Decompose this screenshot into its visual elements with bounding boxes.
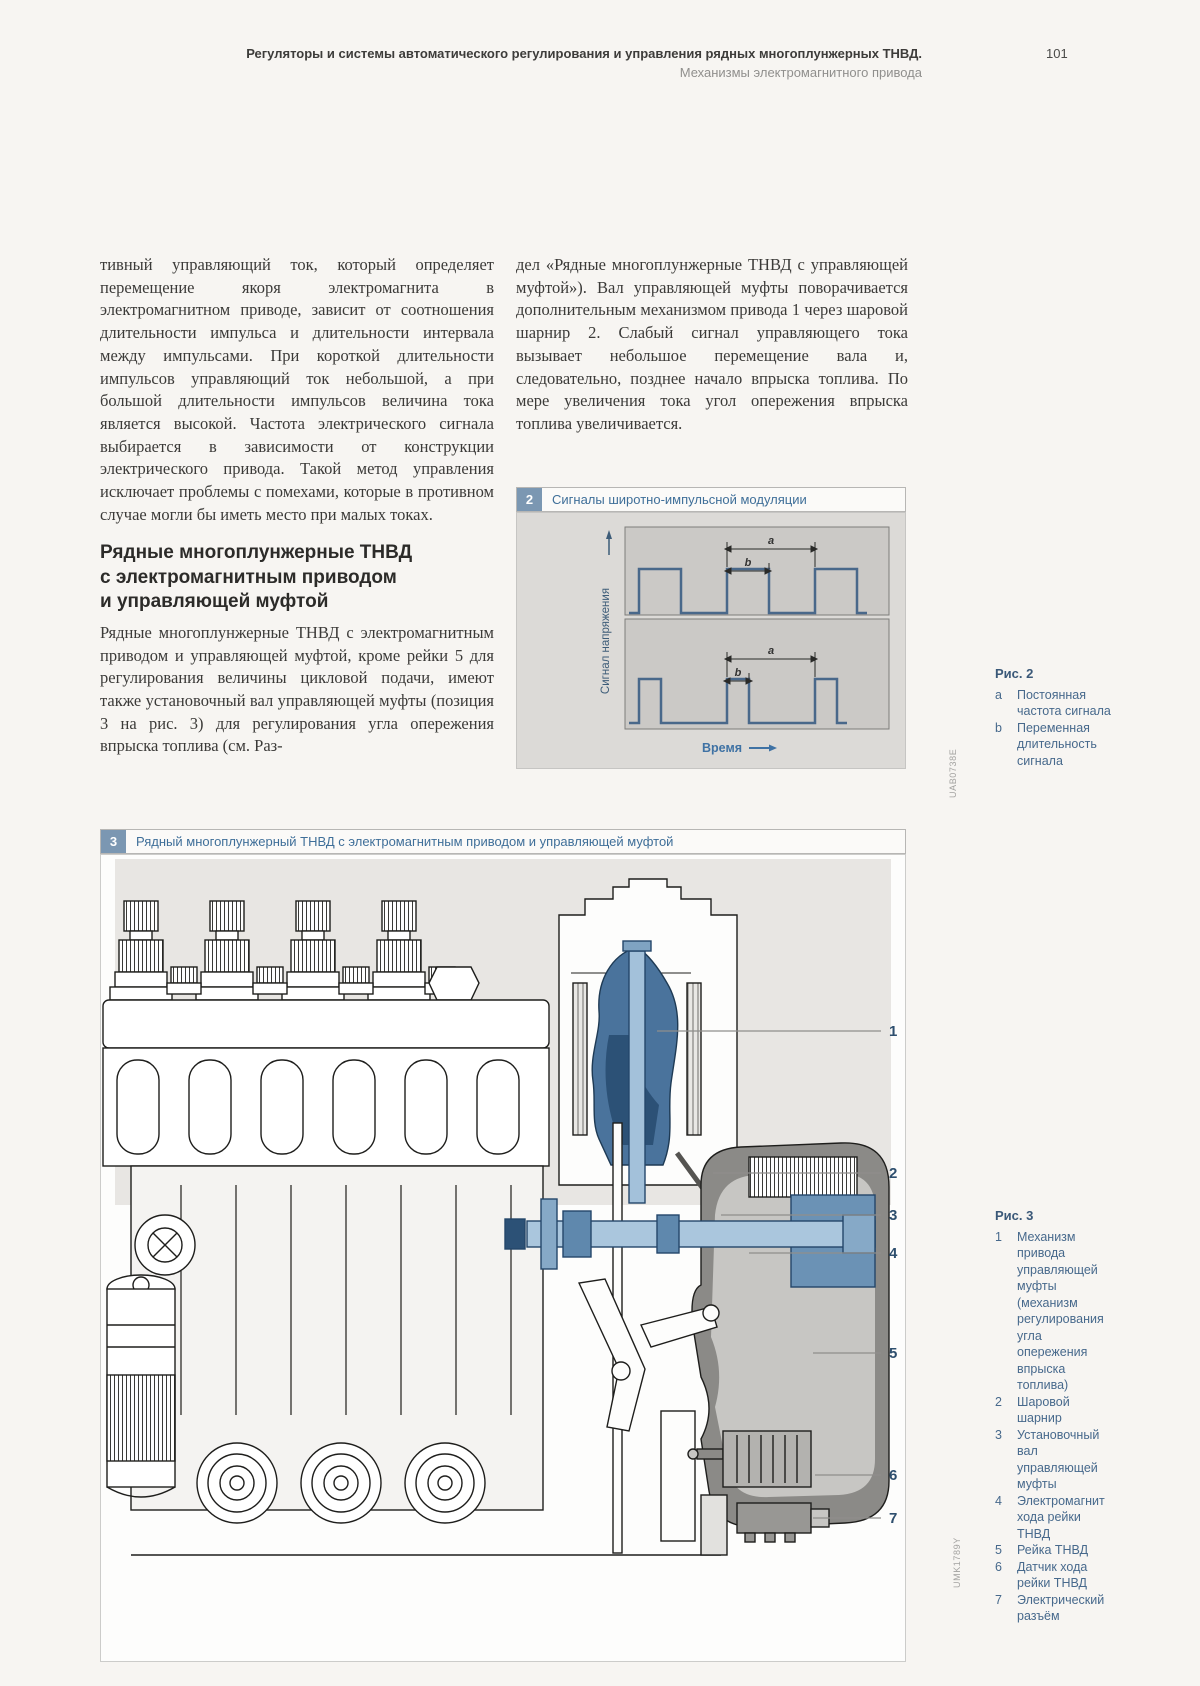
caption-text: Электромагнит хода рейки ТНВД bbox=[1017, 1493, 1105, 1541]
caption-key: 5 bbox=[995, 1543, 1002, 1557]
figure2-diagram bbox=[516, 512, 906, 769]
figure2-caption-title: Рис. 2 bbox=[995, 666, 1034, 681]
caption-item bbox=[995, 1559, 1113, 1592]
callout-5: 5 bbox=[889, 1345, 898, 1362]
caption-text: Механизм привода управляющей муфты (механизм регулирования угла опережения впрыска топлива) bbox=[1017, 1229, 1104, 1392]
caption-key: 7 bbox=[995, 1592, 1002, 1607]
dim-label-a: a bbox=[767, 535, 775, 547]
electrical-connector bbox=[737, 1503, 829, 1542]
callout-1: 1 bbox=[889, 1023, 898, 1040]
caption-text: Постоянная частота сигнала bbox=[1017, 687, 1111, 718]
callout-2: 2 bbox=[889, 1165, 898, 1182]
paragraph: дел «Рядные многоплунжерные ТНВД с управляющей муфтой»). Вал управляющей муфты поворачивается дополнительным механизмом привода 1 через шаровой шарнир 2. Слабый сигнал управляющего тока вызывает небольшое перемещение вала и, следовательно, позднее начало впрыска топлива. По мере увеличения тока угол опережения впрыска топлива увеличивается. bbox=[516, 255, 908, 433]
caption-key: b bbox=[995, 720, 1002, 735]
figure3-drawing bbox=[100, 854, 906, 1662]
caption-text: Рейка ТНВД bbox=[1017, 1543, 1089, 1557]
svg-text:Сигнал напряжения: Сигнал напряжения bbox=[600, 587, 612, 695]
caption-item bbox=[995, 1394, 1113, 1427]
callout-6: 6 bbox=[889, 1467, 898, 1484]
running-head-subtitle: Механизмы электромагнитного привода bbox=[679, 65, 922, 80]
caption-text: Электрический разъём bbox=[1017, 1592, 1105, 1623]
caption-item bbox=[995, 687, 1113, 720]
callout-7: 7 bbox=[889, 1510, 898, 1527]
linkage-arm bbox=[579, 1279, 645, 1431]
figure3-title: Рядный многоплунжерный ТНВД с электромагнитным приводом и управляющей муфтой bbox=[136, 834, 674, 849]
section-heading bbox=[100, 541, 494, 615]
x-axis-label bbox=[702, 741, 777, 755]
caption-item bbox=[995, 1427, 1113, 1493]
figure3-code: UMK1789Y bbox=[952, 1537, 962, 1588]
right-column bbox=[516, 254, 908, 436]
side-ports bbox=[197, 1443, 485, 1523]
caption-item bbox=[995, 1542, 1113, 1559]
caption-key: a bbox=[995, 687, 1002, 702]
pump-gallery bbox=[103, 1000, 549, 1048]
fuel-filter bbox=[107, 1275, 175, 1497]
caption-item bbox=[995, 1493, 1113, 1543]
pwm-waveform-plot bbox=[517, 513, 905, 768]
dim-label-b: b bbox=[734, 667, 742, 679]
figure2-header bbox=[516, 487, 906, 512]
dim-label-a: a bbox=[767, 645, 775, 657]
figure2-number-badge: 2 bbox=[517, 488, 542, 511]
figure3-caption-title: Рис. 3 bbox=[995, 1208, 1034, 1223]
caption-item bbox=[995, 720, 1113, 770]
caption-key: 4 bbox=[995, 1493, 1002, 1508]
svg-text:Время: Время bbox=[702, 741, 742, 755]
caption-text: Датчик хода рейки ТНВД bbox=[1017, 1559, 1088, 1590]
caption-text: Шаровой шарнир bbox=[1017, 1394, 1070, 1425]
drive-shaft-vertical bbox=[629, 951, 645, 1203]
caption-text: Переменная длительность сигнала bbox=[1017, 720, 1097, 768]
page-number: 101 bbox=[1046, 46, 1068, 61]
left-column bbox=[100, 254, 494, 758]
caption-text: Установочный вал управляющей муфты bbox=[1017, 1427, 1100, 1491]
callout-4: 4 bbox=[889, 1245, 898, 1262]
caption-key: 3 bbox=[995, 1427, 1002, 1442]
hex-union bbox=[429, 967, 479, 1000]
callout-3: 3 bbox=[889, 1207, 898, 1224]
figure2-code: UAB0738E bbox=[948, 748, 958, 798]
figure3-header bbox=[100, 829, 906, 854]
caption-key: 2 bbox=[995, 1394, 1002, 1409]
caption-item bbox=[995, 1592, 1113, 1625]
section-heading-line: с электромагнитным приводом bbox=[100, 566, 397, 588]
caption-item bbox=[995, 1229, 1113, 1394]
figure2-title: Сигналы широтно-импульсной модуляции bbox=[552, 492, 807, 507]
section-heading-line: и управляющей муфтой bbox=[100, 591, 329, 613]
figure3-number-badge: 3 bbox=[101, 830, 126, 853]
section-heading-line: Рядные многоплунжерные ТНВД bbox=[100, 542, 413, 564]
caption-key: 6 bbox=[995, 1559, 1002, 1574]
return-spring bbox=[749, 1157, 857, 1197]
y-axis-label bbox=[600, 530, 612, 694]
figure3-caption bbox=[995, 1208, 1113, 1625]
figure2-caption bbox=[995, 666, 1113, 769]
pump-cutaway-illustration bbox=[101, 855, 905, 1661]
running-head-title: Регуляторы и системы автоматического регулирования и управления рядных многоплунжерных ТНВД. bbox=[246, 46, 922, 61]
paragraph: Рядные многоплунжерные ТНВД с электромагнитным приводом и управляющей муфтой, кроме рейки 5 для регулирования величины цикловой подачи, имеют также установочный вал управляющей муфты (позиция 3 на рис. 3) для регулирования угла опережения впрыска топлива (см. Раз- bbox=[100, 622, 494, 756]
caption-key: 1 bbox=[995, 1229, 1002, 1244]
dim-label-b: b bbox=[744, 557, 752, 569]
paragraph: тивный управляющий ток, который определяет перемещение якоря электромагнита в электромагнитном приводе, зависит от соотношения длительности импульса и длительности интервала между импульсами. При короткой длительности импульсов управляющий ток небольшой, а при большой длительности импульсов величина тока является высокой. Частота электрического сигнала выбирается в зависимости от конструкции электрического привода. Такой метод управления исключает проблемы с помехами, которые в противном случае могли бы иметь место при малых токах. bbox=[100, 255, 494, 524]
